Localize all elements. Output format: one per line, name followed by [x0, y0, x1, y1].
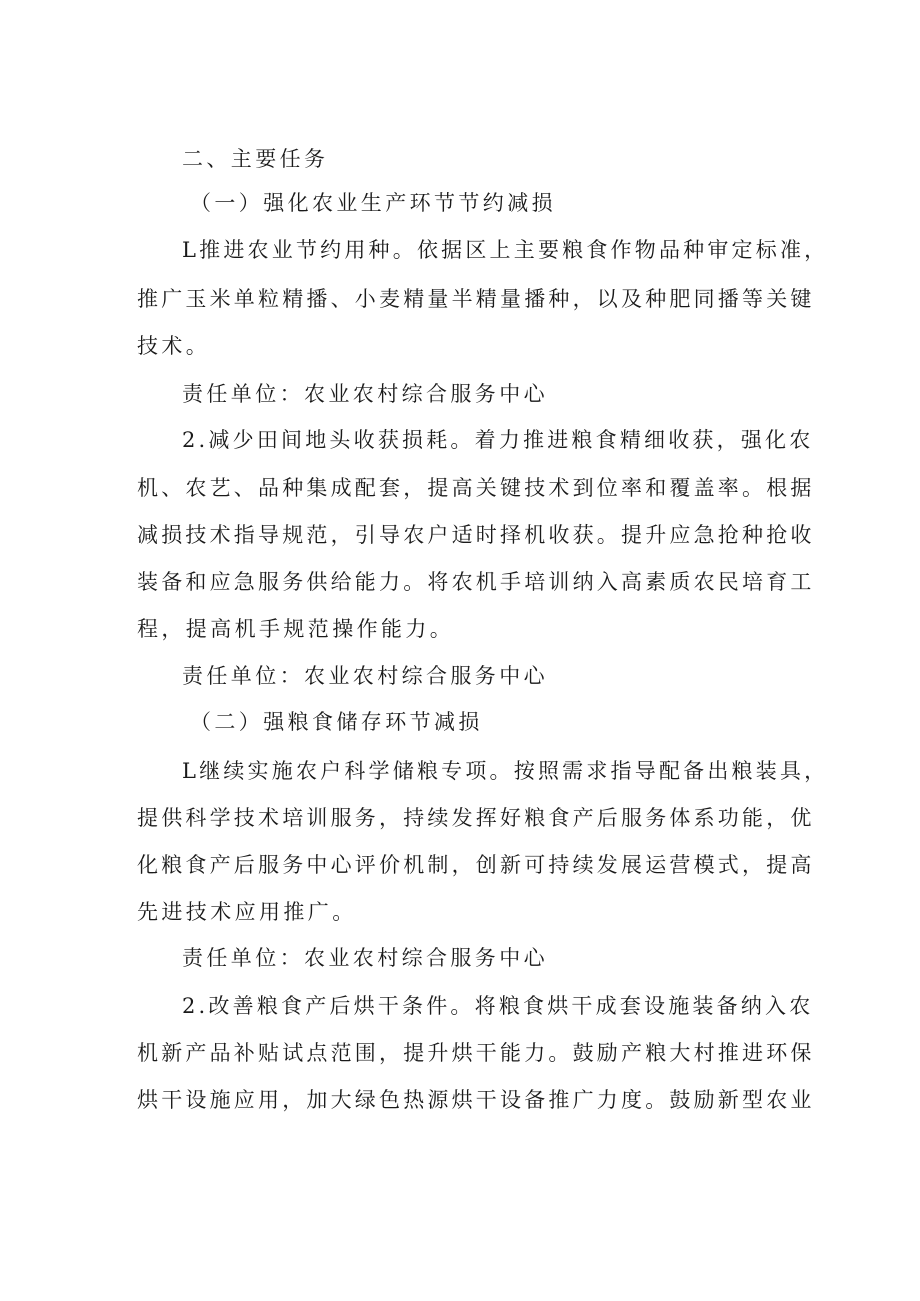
- paragraph-line: 2.减少田间地头收获损耗。着力推进粮食精细收获，强化农: [182, 428, 814, 452]
- paragraph-line: 推广玉米单粒精播、小麦精量半精量播种，以及种肥同播等关键: [137, 287, 815, 311]
- responsible-unit: 责任单位：农业农村综合服务中心: [182, 664, 548, 688]
- responsible-unit: 责任单位：农业农村综合服务中心: [182, 382, 548, 406]
- paragraph-line: 装备和应急服务供给能力。将农机手培训纳入高素质农民培育工: [137, 570, 815, 594]
- paragraph-line: 机新产品补贴试点范围，提升烘干能力。鼓励产粮大村推进环保: [137, 1041, 815, 1065]
- section-heading: 二、主要任务: [182, 147, 329, 171]
- paragraph-line: 减损技术指导规范，引导农户适时择机收获。提升应急抢种抢收: [137, 523, 815, 547]
- paragraph-line: 程，提高机手规范操作能力。: [137, 617, 455, 641]
- subsection-heading-1: （一）强化农业生产环节节约减损: [190, 191, 556, 215]
- paragraph-line: 化粮食产后服务中心评价机制，创新可持续发展运营模式，提高: [137, 853, 815, 877]
- paragraph-line: 2.改善粮食产后烘干条件。将粮食烘干成套设施装备纳入农: [182, 994, 814, 1018]
- responsible-unit: 责任单位：农业农村综合服务中心: [182, 946, 548, 970]
- paragraph-line: 先进技术应用推广。: [137, 900, 357, 924]
- paragraph-line: L继续实施农户科学储粮专项。按照需求指导配备出粮装具，: [182, 759, 829, 783]
- subsection-heading-2: （二）强粮食储存环节减损: [190, 710, 483, 734]
- paragraph-line: 烘干设施应用，加大绿色热源烘干设备推广力度。鼓励新型农业: [137, 1088, 815, 1112]
- paragraph-line: L推进农业节约用种。依据区上主要粮食作物品种审定标准，: [182, 238, 829, 262]
- paragraph-line: 机、农艺、品种集成配套，提高关键技术到位率和覆盖率。根据: [137, 476, 815, 500]
- paragraph-line: 技术。: [137, 334, 211, 358]
- paragraph-line: 提供科学技术培训服务，持续发挥好粮食产后服务体系功能，优: [137, 806, 815, 830]
